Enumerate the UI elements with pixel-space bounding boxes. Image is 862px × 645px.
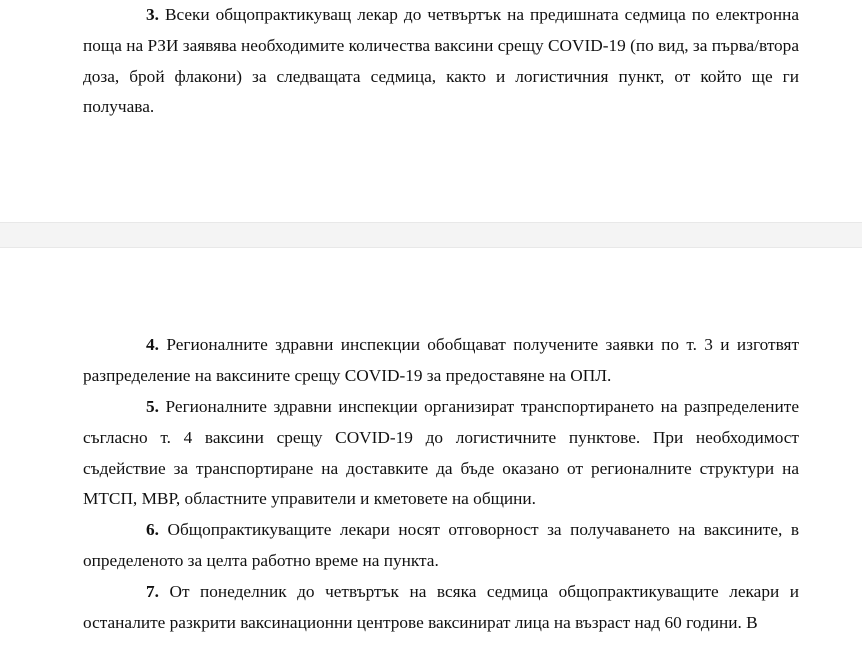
paragraph-3-text: Всеки общопрактикуващ лекар до четвъртък на предишната седмица по електронна поща на РЗИ заявява необходимите количества ваксини срещу COVID-19 (по вид, за първа/втора доза, брой флакони) за следващата седмица, както и логистичния пункт, от който ще ги получава. — [83, 5, 799, 117]
paragraph-4-text: Регионалните здравни инспекции обобщават получените заявки по т. 3 и изготвят разпределение на ваксините срещу COVID-19 за предоставяне на ОПЛ. — [83, 335, 799, 385]
page-break — [0, 222, 862, 248]
paragraph-6 — [83, 515, 799, 577]
paragraph-5-number: 5. — [146, 397, 159, 416]
paragraph-7-number: 7. — [146, 582, 159, 601]
paragraph-7 — [83, 577, 799, 639]
paragraph-3 — [83, 0, 799, 123]
paragraph-6-number: 6. — [146, 520, 159, 539]
document-page-1 — [0, 0, 862, 222]
paragraph-4 — [83, 330, 799, 392]
paragraph-6-text: Общопрактикуващите лекари носят отговорност за получаването на ваксините, в определеното за целта работно време на пункта. — [83, 520, 799, 570]
paragraph-3-number: 3. — [146, 5, 159, 24]
paragraph-7-text: От понеделник до четвъртък на всяка седмица общопрактикуващите лекари и останалите разкрити ваксинационни центрове ваксинират лица на възраст над 60 години. В — [83, 582, 799, 632]
paragraph-4-number: 4. — [146, 335, 159, 354]
paragraph-5 — [83, 392, 799, 515]
paragraph-5-text: Регионалните здравни инспекции организират транспортирането на разпределените съгласно т. 4 ваксини срещу COVID-19 до логистичните пунктове. При необходимост съдействие за транспортиране на доставките да бъде оказано от регионалните структури на МТСП, МВР, областните управители и кметовете на общини. — [83, 397, 799, 509]
document-page-2 — [0, 248, 862, 645]
